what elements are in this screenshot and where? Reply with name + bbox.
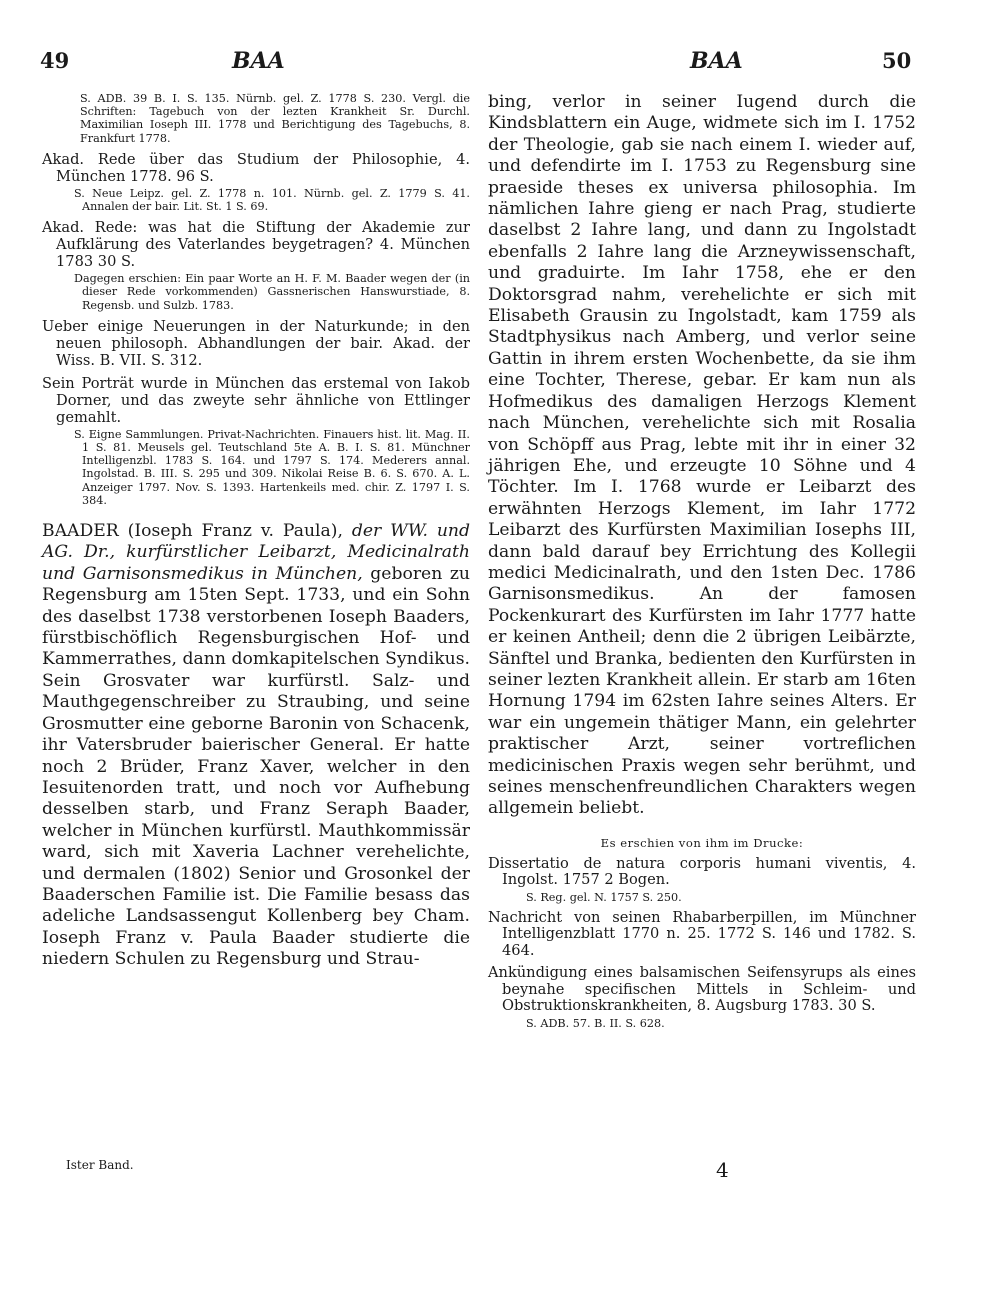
entry-headword: BAADER (Ioseph Franz v. Paula), xyxy=(42,521,343,542)
reference-note: S. ADB. 39 B. I. S. 135. Nürnb. gel. Z. 1778 S. 230. Vergl. die Schriften: Tagebuch von der lezten Krankheit Sr. Durchl. Maximilian Ioseph III. 1778 und Berichtigung des Tagebuchs, 8. Frankfurt 1778. xyxy=(80,92,470,145)
catchword: 4 xyxy=(716,1158,729,1182)
publication-title: Dissertatio de natura corporis humani viventis, 4. Ingolst. 1757 2 Bogen. xyxy=(488,854,916,889)
left-running-head: BAA xyxy=(232,48,285,74)
reference-note: S. Neue Leipz. gel. Z. 1778 n. 101. Nürnb. gel. Z. 1779 S. 41. Annalen der bair. Lit. St. 1 S. 69. xyxy=(74,186,470,214)
reference-block-3 xyxy=(42,318,470,369)
right-column xyxy=(488,92,916,1036)
signature-mark: Ister Band. xyxy=(66,1158,134,1172)
reference-block-4 xyxy=(42,375,470,507)
publication-note: S. Reg. gel. N. 1757 S. 250. xyxy=(526,890,682,904)
publication-title: Nachricht von seinen Rhabarberpillen, im Münchner Intelligenzblatt 1770 n. 25. 1772 S. 146 und 1782. S. 464. xyxy=(488,908,916,959)
reference-block-0 xyxy=(42,92,470,145)
left-column xyxy=(42,92,470,971)
right-page-number: 50 xyxy=(882,48,912,73)
entry-continuation: bing, verlor in seiner Iugend durch die Kindsblattern ein Auge, widmete sich im I. 1752 der Theologie, gab sie nach einem I. wieder auf, und defendirte im I. 1753 zu Regensburg sine praeside theses ex universa philosophia. Im nämlichen Iahre gieng er nach Prag, studierte daselbst 2 Iahre lang, und dann zu Ingolstadt ebenfalls 2 Iahre lang die Arzneywissenschaft, und graduirte. Im Iahr 1758, ehe er den Doktorsgrad nahm, verehelichte er sich mit Elisabeth Grausin zu Ingolstadt, kam 1759 als Stadtphysikus nach Amberg, und verlor seine Gattin in ihrem ersten Wochenbette, da sie ihm eine Tochter, Therese, gebar. Er kam nun als Hofmedikus des damaligen Herzogs Klement nach München, verehelichte sich mit Rosalia von Schöpff aus Prag, lebte mit ihr in einer 32 jährigen Ehe, und erzeugte 10 Söhne und 4 Töchter. Im I. 1768 wurde er Leibarzt des erwähnten Herzogs Klement, im Iahr 1772 Leibarzt des Kurfürsten Maximilian Iosephs III, dann bald darauf bey Errichtung des Kollegii medici Medicinalrath, und den 1sten Dec. 1786 Garnisonsmedikus. An der famosen Pockenkurart des Kurfürsten im Iahr 1777 hatte er keinen Antheil; denn die 2 übrigen Leibärzte, Sänftel und Branka, bedienten den Kurfürsten in seiner lezten Krankheit allein. Er starb am 16ten Hornung 1794 im 62sten Iahre seines Alters. Er war ein ungemein thätiger Mann, ein gelehrter praktischer Arzt, seiner vortreflichen medicinischen Praxis wegen sehr berühmt, und seines menschenfreundlichen Charakters wegen allgemein beliebt. xyxy=(488,92,916,819)
reference-title: Akad. Rede über das Studium der Philosophie, 4. München 1778. 96 S. xyxy=(42,150,470,185)
reference-title: Sein Porträt wurde in München das erstemal von Iakob Dorner, und das zweyte sehr ähnliche von Ettlinger gemahlt. xyxy=(42,374,470,426)
publications-heading: Es erschien von ihm im Drucke: xyxy=(600,835,804,850)
right-running-head: BAA xyxy=(690,48,743,74)
left-page-number: 49 xyxy=(40,48,70,73)
publication-title: Ankündigung eines balsamischen Seifensyrups als eines beynahe specifischen Mittels in Schleim- und Obstruktionskrankheiten, 8. Augsburg 1783. 30 S. xyxy=(488,964,916,1015)
reference-note: Dagegen erschien: Ein paar Worte an H. F. M. Baader wegen der (in dieser Rede vorkommenden) Gassnerischen Hanswurstiade, 8. Regensb. und Sulzb. 1783. xyxy=(74,272,470,312)
reference-block-1 xyxy=(42,151,470,213)
reference-title: Ueber einige Neuerungen in der Naturkunde; in den neuen philosoph. Abhandlungen der bair. Akad. der Wiss. B. VII. S. 312. xyxy=(42,317,470,369)
biography-entry xyxy=(42,521,470,971)
publication-note: S. ADB. 57. B. II. S. 628. xyxy=(526,1016,665,1030)
reference-note: S. Eigne Sammlungen. Privat-Nachrichten. Finauers hist. lit. Mag. II. 1 S. 81. Meusels gel. Teutschland 5te A. B. I. S. 81. Münchner Intelligenzbl. 1783 S. 164. und 1797 S. 174. Mederers annal. Ingolstad. B. III. S. 295 und 309. Nikolai Reise B. 6. S. 670. A. L. Anzeiger 1797. Nov. S. 1393. Hartenkeils med. chir. Z. 1797 I. S. 384. xyxy=(74,427,470,507)
entry-text: geboren zu Regensburg am 15ten Sept. 1733, und ein Sohn des daselbst 1738 verstorbenen Ioseph Baaders, fürstbischöflich Regensburgischen Hof- und Kammerrathes, dann domkapitelschen Syndikus. Sein Grosvater war kurfürstl. Salz- und Mauthgegenschreiber zu Straubing, und seine Grosmutter eine geborne Baronin von Schacenk, ihr Vatersbruder baierischer General. Er hatte noch 2 Brüder, Franz Xaver, welcher in den Iesuitenorden tratt, und noch vor Aufhebung desselben starb, und Franz Seraph Baader, welcher in München kurfürstl. Mauthkommissär ward, sich mit Xaveria Lachner verehelichte, und dermalen (1802) Senior und Grosonkel der Baaderschen Familie ist. Die Familie besass das adeliche Landsassengut Kollenberg bey Cham. Ioseph Franz v. Paula Baader studierte die niedern Schulen zu Regensburg und Strau- xyxy=(42,563,470,970)
reference-title: Akad. Rede: was hat die Stiftung der Akademie zur Aufklärung des Vaterlandes beygetragen? 4. München 1783 30 S. xyxy=(42,219,470,271)
entry-qualification: der WW. und AG. Dr., kurfürstlicher Leibarzt, Medicinalrath und Garnisonsmedikus in München, xyxy=(42,521,470,584)
reference-block-2 xyxy=(42,219,470,312)
